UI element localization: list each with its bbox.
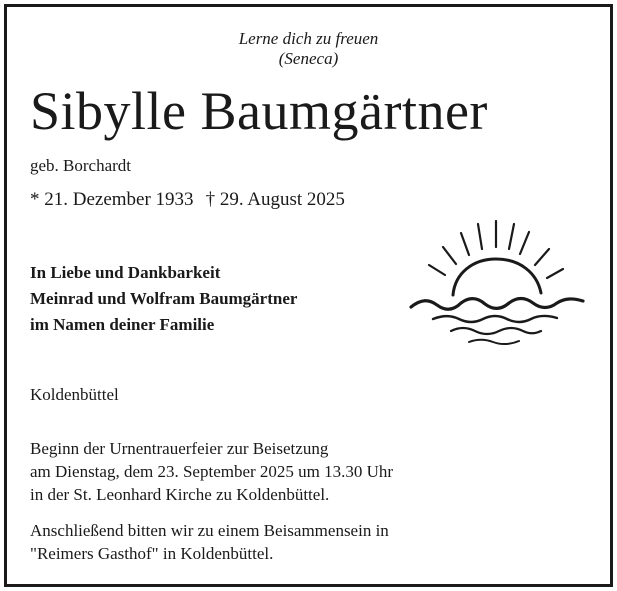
obituary-frame (4, 4, 613, 587)
ceremony-info (30, 437, 393, 506)
birth-name: geb. Borchardt (30, 156, 132, 175)
motto-author: (Seneca) (278, 49, 339, 68)
sunset-over-water-icon (401, 213, 591, 353)
mourners-line: im Namen deiner Familie (30, 315, 215, 334)
ceremony-line: in der St. Leonhard Kirche zu Koldenbüttel. (30, 485, 330, 504)
gathering-info (30, 519, 389, 565)
death-date: † 29. August 2025 (205, 189, 345, 210)
mourners-block (30, 260, 297, 338)
life-dates (30, 189, 345, 211)
gathering-line: "Reimers Gasthof" in Koldenbüttel. (30, 544, 274, 563)
motto-quote: Lerne dich zu freuen (238, 29, 379, 48)
mourners-line: In Liebe und Dankbarkeit (30, 263, 221, 282)
ceremony-line: am Dienstag, dem 23. September 2025 um 13.30 Uhr (30, 462, 394, 481)
birth-date: * 21. Dezember 1933 (30, 189, 194, 210)
gathering-line: Anschließend bitten wir zu einem Beisammensein in (30, 521, 389, 540)
ceremony-line: Beginn der Urnentrauerfeier zur Beisetzung (30, 439, 329, 458)
residence-place: Koldenbüttel (30, 385, 119, 404)
mourners-line: Meinrad und Wolfram Baumgärtner (30, 289, 298, 308)
deceased-name: Sibylle Baumgärtner (30, 81, 488, 141)
motto (7, 29, 610, 69)
